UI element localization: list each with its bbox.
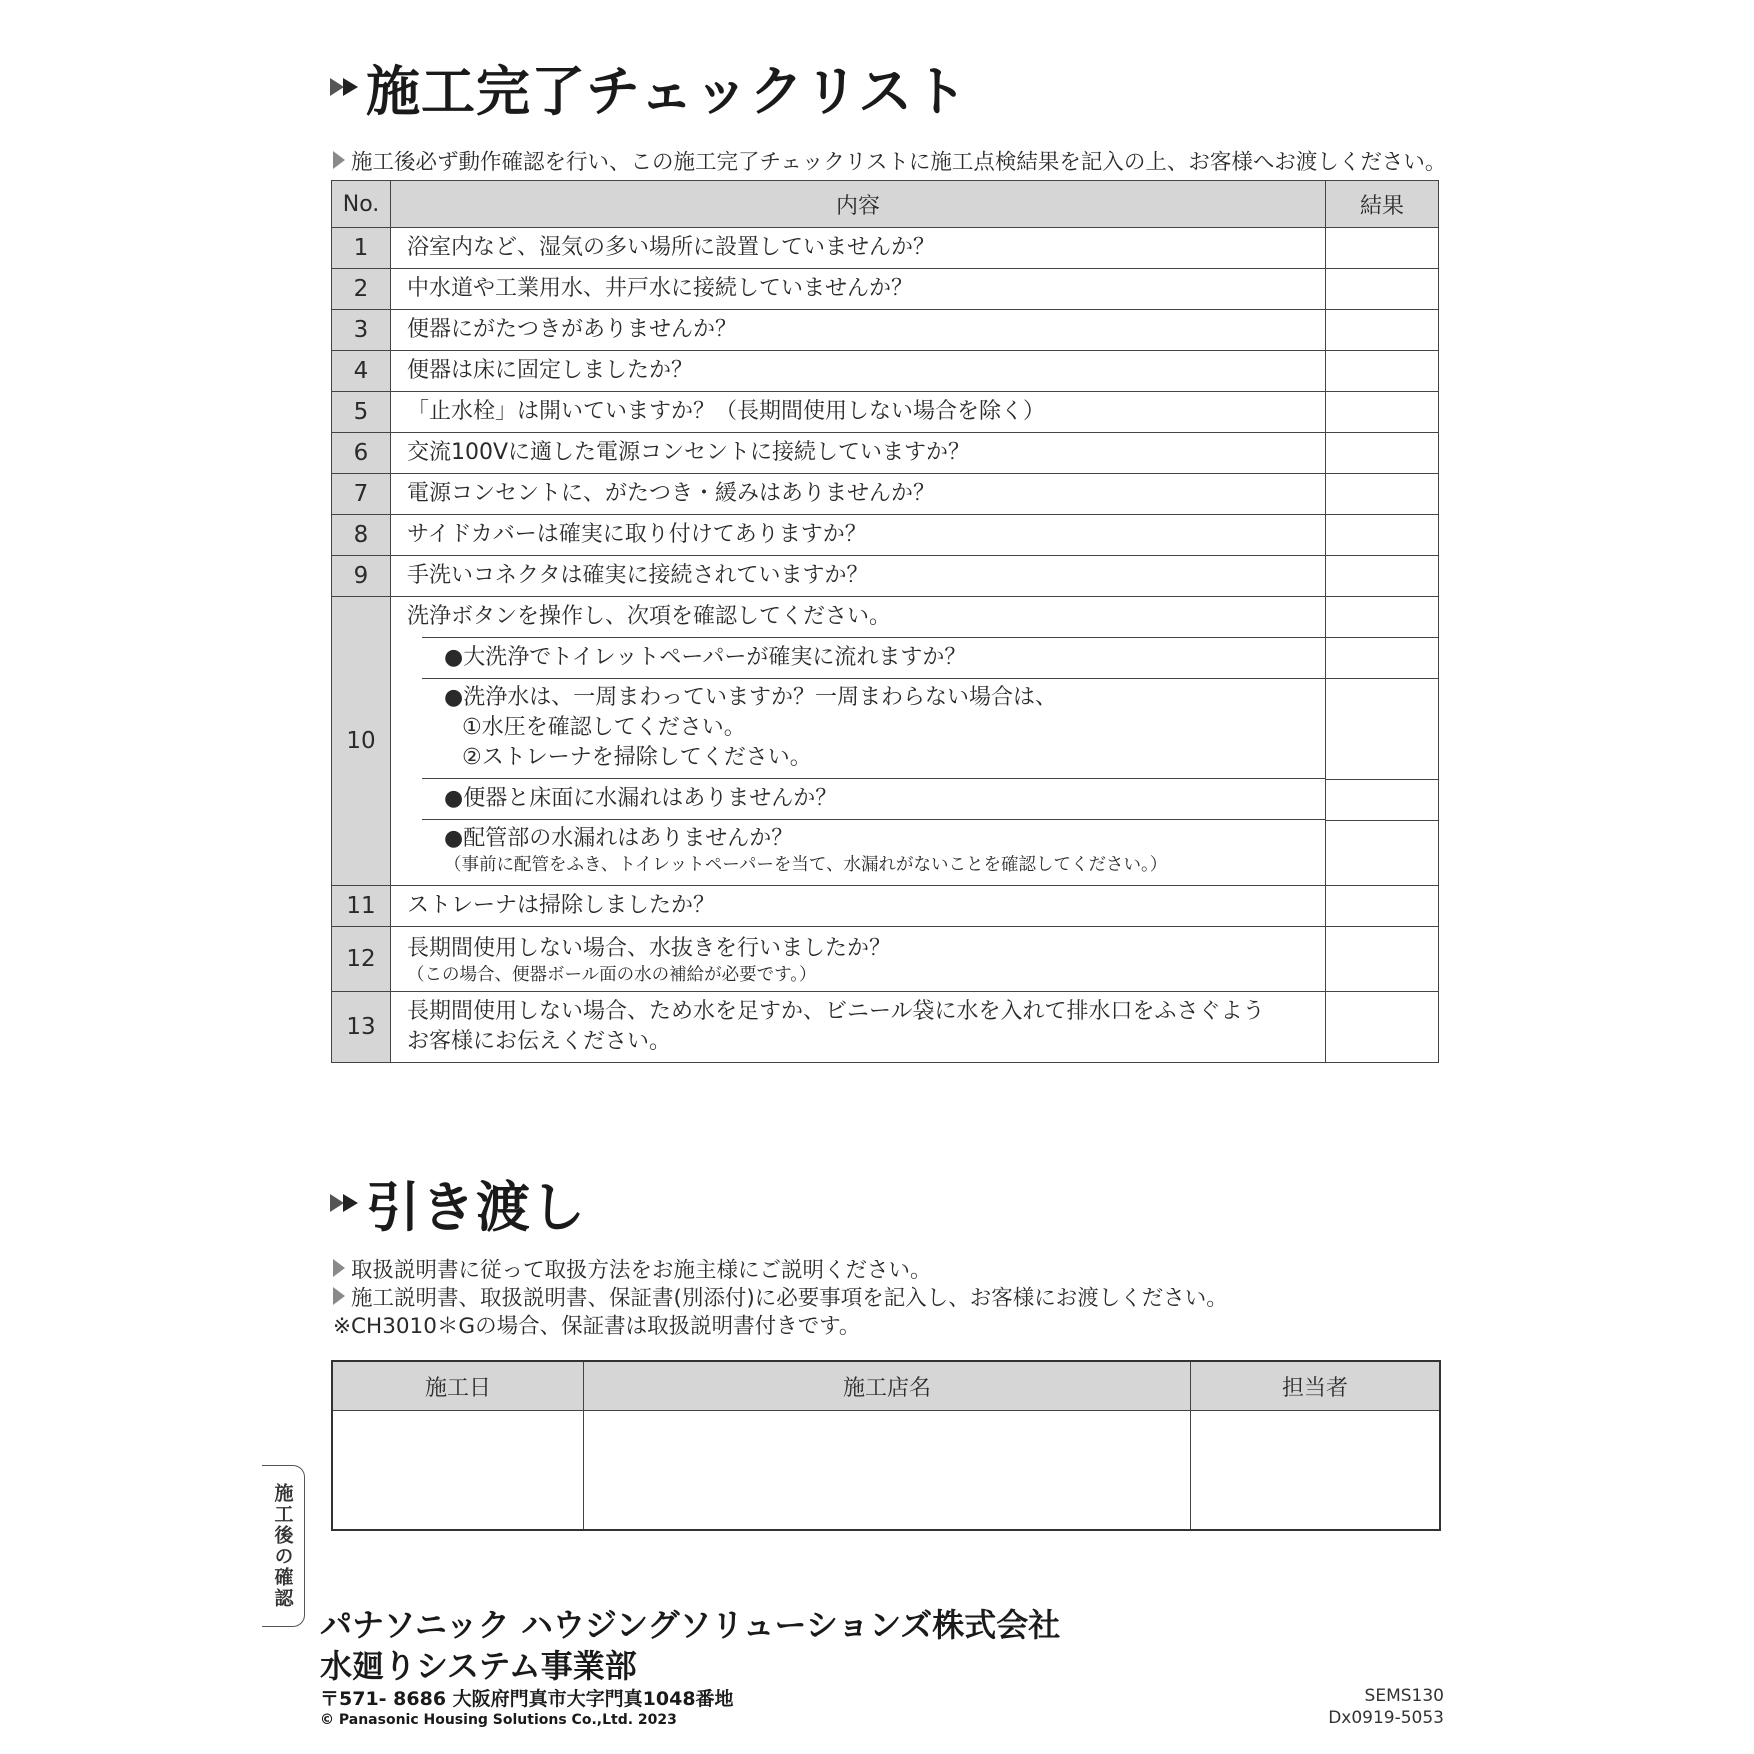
result-cell[interactable] [1326,351,1439,392]
copyright: © Panasonic Housing Solutions Co.,Ltd. 2023 [320,1712,677,1728]
result-cell[interactable] [1326,392,1439,433]
result-cell[interactable] [1326,556,1439,597]
handover-input-row [332,1411,1440,1531]
handover-note-2: 施工説明書、取扱説明書、保証書(別添付)に必要事項を記入し、お客様にお渡しください。 [333,1282,1228,1310]
result-cell[interactable] [1326,433,1439,474]
triangle-bullet-icon [333,1259,345,1277]
table-row: 5 「止水栓」は開いていますか？（長期間使用しない場合を除く） [332,392,1439,433]
result-cell[interactable] [1326,474,1439,515]
header-no: No. [332,181,391,228]
construction-date-field[interactable] [332,1411,584,1531]
checklist-table [331,180,1439,1063]
result-cell[interactable] [1326,269,1439,310]
handover-title: 引き渡し [330,1168,586,1238]
table-row: 8 サイドカバーは確実に取り付けてありますか？ [332,515,1439,556]
double-arrow-icon [330,76,360,98]
header-person-in-charge: 担当者 [1191,1361,1441,1411]
table-row-10: 10 洗浄ボタンを操作し、次項を確認してください。 ●大洗浄でトイレットペーパーが確実に流れますか？ ●洗浄水は、一周まわっていますか？一周まわらない場合は、 ①水圧を確認してください。 ②ストレーナを掃除してください。 ●便器と床面に水漏れはありませんか？ ●配管部の水漏れはありませんか？ （事前に配管をふき、トイレットペーパーを当て、水漏れがないことを確認してください。） [332,597,1439,886]
table-row: 4 便器は床に固定しましたか？ [332,351,1439,392]
division-name: 水廻りシステム事業部 [320,1647,637,1685]
result-cell[interactable] [1326,927,1439,992]
result-cell[interactable] [1326,992,1439,1063]
result-cell[interactable] [1326,820,1438,885]
doc-code-1: SEMS130 [1364,1686,1444,1706]
triangle-bullet-icon [333,1287,345,1305]
shop-name-field[interactable] [584,1411,1191,1531]
checklist-title: 施工完了チェックリスト [330,52,968,122]
table-row: 6 交流100Vに適した電源コンセントに接続していますか？ [332,433,1439,474]
table-row: 11 ストレーナは掃除しましたか？ [332,886,1439,927]
table-row: 1 浴室内など、湿気の多い場所に設置していませんか？ [332,228,1439,269]
header-construction-date: 施工日 [332,1361,584,1411]
company-address: 〒571- 8686 大阪府門真市大字門真1048番地 [320,1688,734,1710]
table-row: 2 中水道や工業用水、井戸水に接続していませんか？ [332,269,1439,310]
result-cell[interactable] [1326,310,1439,351]
triangle-bullet-icon [333,151,345,169]
result-cell[interactable] [1326,515,1439,556]
result-cell[interactable] [1326,228,1439,269]
handover-note-3: ※CH3010＊Gの場合、保証書は取扱説明書付きです。 [333,1313,861,1339]
handover-header-row [332,1361,1440,1411]
header-content: 内容 [391,181,1326,228]
doc-code-2: Dx0919-5053 [1328,1708,1444,1728]
table-row: 3 便器にがたつきがありませんか？ [332,310,1439,351]
result-cell[interactable] [1326,886,1439,927]
header-result: 結果 [1326,181,1439,228]
handover-note-1: 取扱説明書に従って取扱方法をお施主様にご説明ください。 [333,1254,932,1282]
result-cell[interactable] [1326,637,1438,678]
handover-table [331,1360,1441,1531]
checklist-intro: 施工後必ず動作確認を行い、この施工完了チェックリストに施工点検結果を記入の上、お客様へお渡しください。 [333,146,1446,174]
person-in-charge-field[interactable] [1191,1411,1441,1531]
double-arrow-icon [330,1192,360,1214]
result-cell[interactable] [1326,678,1438,779]
result-cell[interactable] [1326,597,1438,637]
table-row: 7 電源コンセントに、がたつき・緩みはありませんか？ [332,474,1439,515]
result-cell[interactable] [1326,779,1438,820]
header-shop-name: 施工店名 [584,1361,1191,1411]
company-name: パナソニック ハウジングソリューションズ株式会社 [320,1606,1061,1644]
checklist-header-row [332,181,1439,228]
table-row: 9 手洗いコネクタは確実に接続されていますか？ [332,556,1439,597]
table-row: 12 長期間使用しない場合、水抜きを行いましたか？ （この場合、便器ボール面の水の補給が必要です。） [332,927,1439,992]
table-row: 13 長期間使用しない場合、ため水を足すか、ビニール袋に水を入れて排水口をふさぐよう お客様にお伝えください。 [332,992,1439,1063]
side-tab: 施工後の確認 [262,1465,305,1627]
